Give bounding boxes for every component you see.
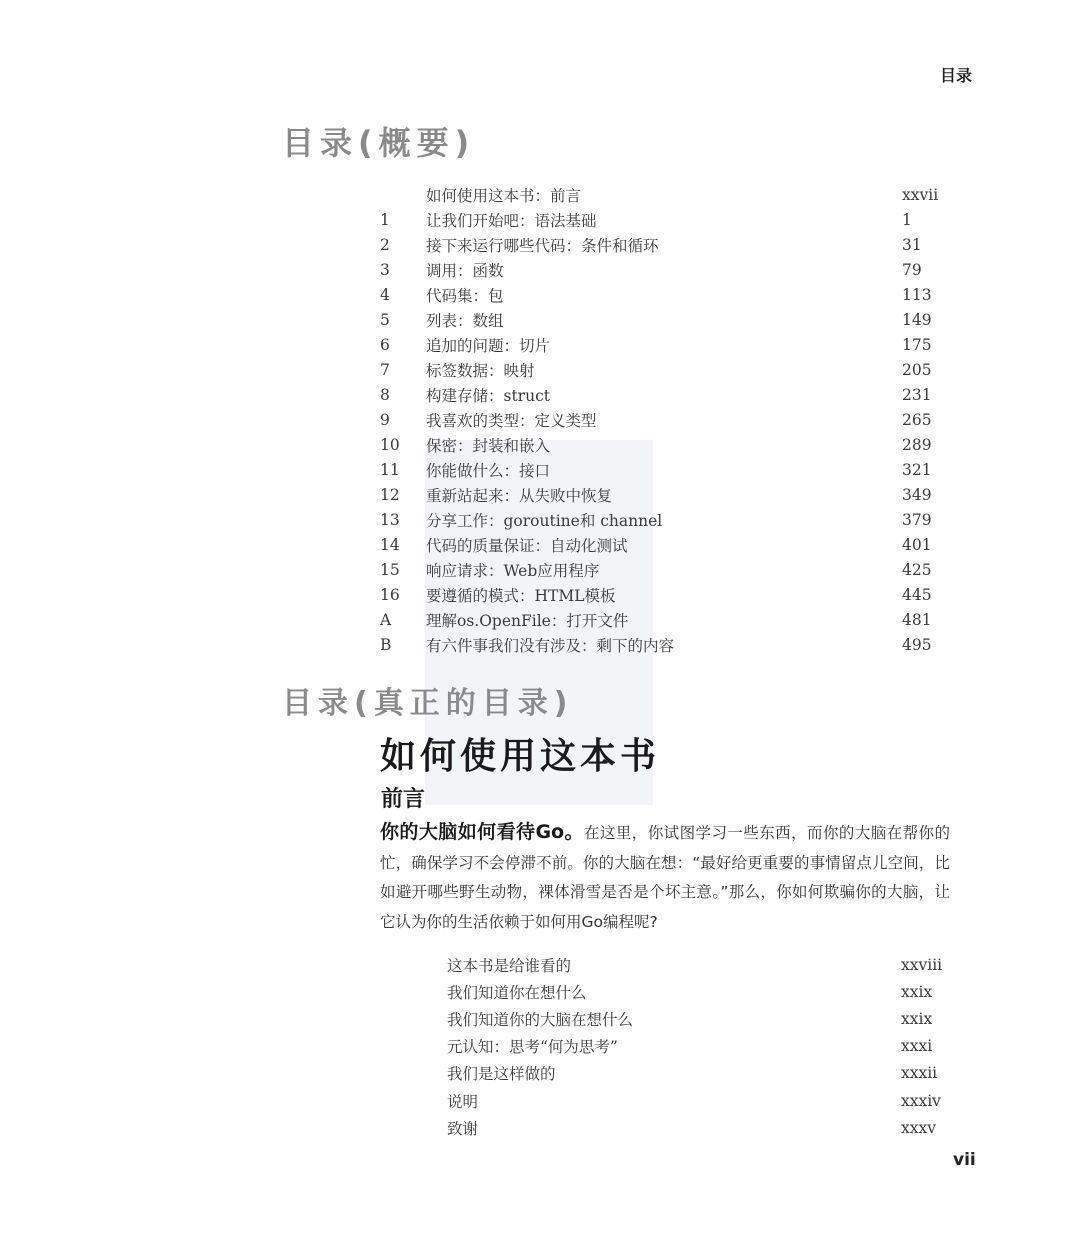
chapter-title-entry: 追加的问题：切片 [426, 336, 551, 355]
summary-toc-heading: 目录(概要) [282, 124, 476, 162]
section-title: 致谢 [447, 1119, 479, 1138]
section-entry [447, 951, 943, 978]
page-ref: 79 [902, 260, 922, 279]
chapter-number: 1 [380, 210, 390, 229]
page-ref: 445 [902, 585, 932, 604]
intro-paragraph [380, 818, 950, 937]
chapter-title-entry: 有六件事我们没有涉及：剩下的内容 [426, 636, 675, 655]
summary-toc-list [380, 182, 940, 657]
page-ref: 149 [902, 310, 932, 329]
chapter-number: 16 [380, 585, 400, 604]
chapter-number: 8 [380, 385, 390, 404]
page-ref: xxxv [901, 1118, 936, 1137]
section-title: 我们是这样做的 [447, 1065, 556, 1084]
toc-entry [380, 232, 940, 257]
section-title: 我们知道你在想什么 [447, 983, 587, 1002]
chapter-title-entry: 分享工作：goroutine和 channel [426, 511, 663, 530]
page-ref: 175 [902, 335, 932, 354]
page-ref: 495 [902, 635, 932, 654]
intro-body: 在这里，你试图学习一些东西，而你的大脑在帮你的忙，确保学习不会停滞不前。你的大脑在想：“最好给更重要的事情留点儿空间，比如避开哪些野生动物，裸体滑雪是否是个坏主意。”那么，你如何欺骗你的大脑，让它认为你的生活依赖于如何用Go编程呢? [380, 824, 950, 931]
running-head: 目录 [940, 66, 973, 85]
chapter-title-entry: 接下来运行哪些代码：条件和循环 [426, 236, 659, 255]
toc-entry [380, 482, 940, 507]
chapter-number: 2 [380, 235, 390, 254]
chapter-title-entry: 标签数据：映射 [426, 361, 535, 380]
chapter-title-entry: 如何使用这本书：前言 [426, 186, 582, 205]
page-ref: xxviii [901, 955, 943, 974]
page-ref: xxix [901, 982, 933, 1001]
page-ref: 205 [902, 360, 932, 379]
chapter-number: B [380, 635, 392, 654]
section-title: 元认知：思考“何为思考” [447, 1038, 618, 1057]
toc-entry [380, 332, 940, 357]
chapter-number: 15 [380, 560, 400, 579]
chapter-number: 14 [380, 535, 400, 554]
chapter-number: 13 [380, 510, 400, 529]
chapter-title-entry: 调用：函数 [426, 261, 504, 280]
page-ref: xxvii [902, 185, 939, 204]
chapter-title-entry: 我喜欢的类型：定义类型 [426, 411, 597, 430]
toc-entry [380, 257, 940, 282]
section-toc-list [447, 951, 943, 1141]
chapter-title-entry: 构建存储：struct [426, 386, 550, 405]
intro-lead: 你的大脑如何看待Go。 [380, 821, 584, 843]
toc-entry [380, 607, 940, 632]
chapter-title-entry: 理解os.OpenFile：打开文件 [426, 611, 629, 630]
page-ref: 425 [902, 560, 932, 579]
page-ref: 113 [902, 285, 932, 304]
chapter-number: 9 [380, 410, 390, 429]
section-entry [447, 1005, 943, 1032]
section-entry [447, 978, 943, 1005]
page-number: vii [953, 1150, 976, 1170]
chapter-title-entry: 重新站起来：从失败中恢复 [426, 486, 613, 505]
toc-entry [380, 507, 940, 532]
toc-entry [380, 582, 940, 607]
page-ref: 481 [902, 610, 932, 629]
page-ref: 321 [902, 460, 932, 479]
toc-entry [380, 407, 940, 432]
section-entry [447, 1114, 943, 1141]
chapter-subtitle: 前言 [381, 787, 426, 812]
page-ref: 1 [902, 210, 912, 229]
chapter-title-entry: 代码的质量保证：自动化测试 [426, 536, 628, 555]
page-ref: 31 [902, 235, 922, 254]
page-ref: 379 [902, 510, 932, 529]
chapter-title-entry: 要遵循的模式：HTML模板 [426, 586, 616, 605]
chapter-number: 3 [380, 260, 390, 279]
chapter-number: 4 [380, 285, 390, 304]
page-ref: 349 [902, 485, 932, 504]
section-entry [447, 1087, 943, 1114]
page-ref: 231 [902, 385, 932, 404]
chapter-title-entry: 保密：封装和嵌入 [426, 436, 551, 455]
toc-entry [380, 207, 940, 232]
chapter-title-entry: 列表：数组 [426, 311, 504, 330]
section-title: 说明 [447, 1092, 479, 1111]
chapter-title-entry: 让我们开始吧：语法基础 [426, 211, 597, 230]
section-entry [447, 1033, 943, 1060]
chapter-number: 10 [380, 435, 400, 454]
page-ref: xxxi [901, 1037, 933, 1056]
toc-entry [380, 282, 940, 307]
page-ref: xxxii [901, 1064, 938, 1083]
toc-entry [380, 307, 940, 332]
toc-entry [380, 357, 940, 382]
page-ref: xxxiv [901, 1091, 941, 1110]
chapter-title-entry: 响应请求：Web应用程序 [426, 561, 600, 580]
full-toc-heading: 目录(真正的目录) [282, 686, 574, 721]
chapter-number: 7 [380, 360, 390, 379]
toc-entry [380, 432, 940, 457]
chapter-title: 如何使用这本书 [380, 736, 661, 777]
page-ref: 401 [902, 535, 932, 554]
section-entry [447, 1060, 943, 1087]
section-title: 这本书是给谁看的 [447, 956, 572, 975]
toc-entry [380, 532, 940, 557]
toc-entry [380, 182, 940, 207]
chapter-number: 11 [380, 460, 400, 479]
chapter-number: 5 [380, 310, 390, 329]
chapter-number: A [380, 610, 392, 629]
toc-entry [380, 632, 940, 657]
toc-entry [380, 382, 940, 407]
chapter-number: 6 [380, 335, 390, 354]
page-ref: xxix [901, 1009, 933, 1028]
chapter-number: 12 [380, 485, 400, 504]
toc-entry [380, 457, 940, 482]
chapter-title-entry: 你能做什么：接口 [426, 461, 551, 480]
chapter-title-entry: 代码集：包 [426, 286, 504, 305]
page-ref: 265 [902, 410, 932, 429]
section-title: 我们知道你的大脑在想什么 [447, 1010, 634, 1029]
toc-entry [380, 557, 940, 582]
page-ref: 289 [902, 435, 932, 454]
